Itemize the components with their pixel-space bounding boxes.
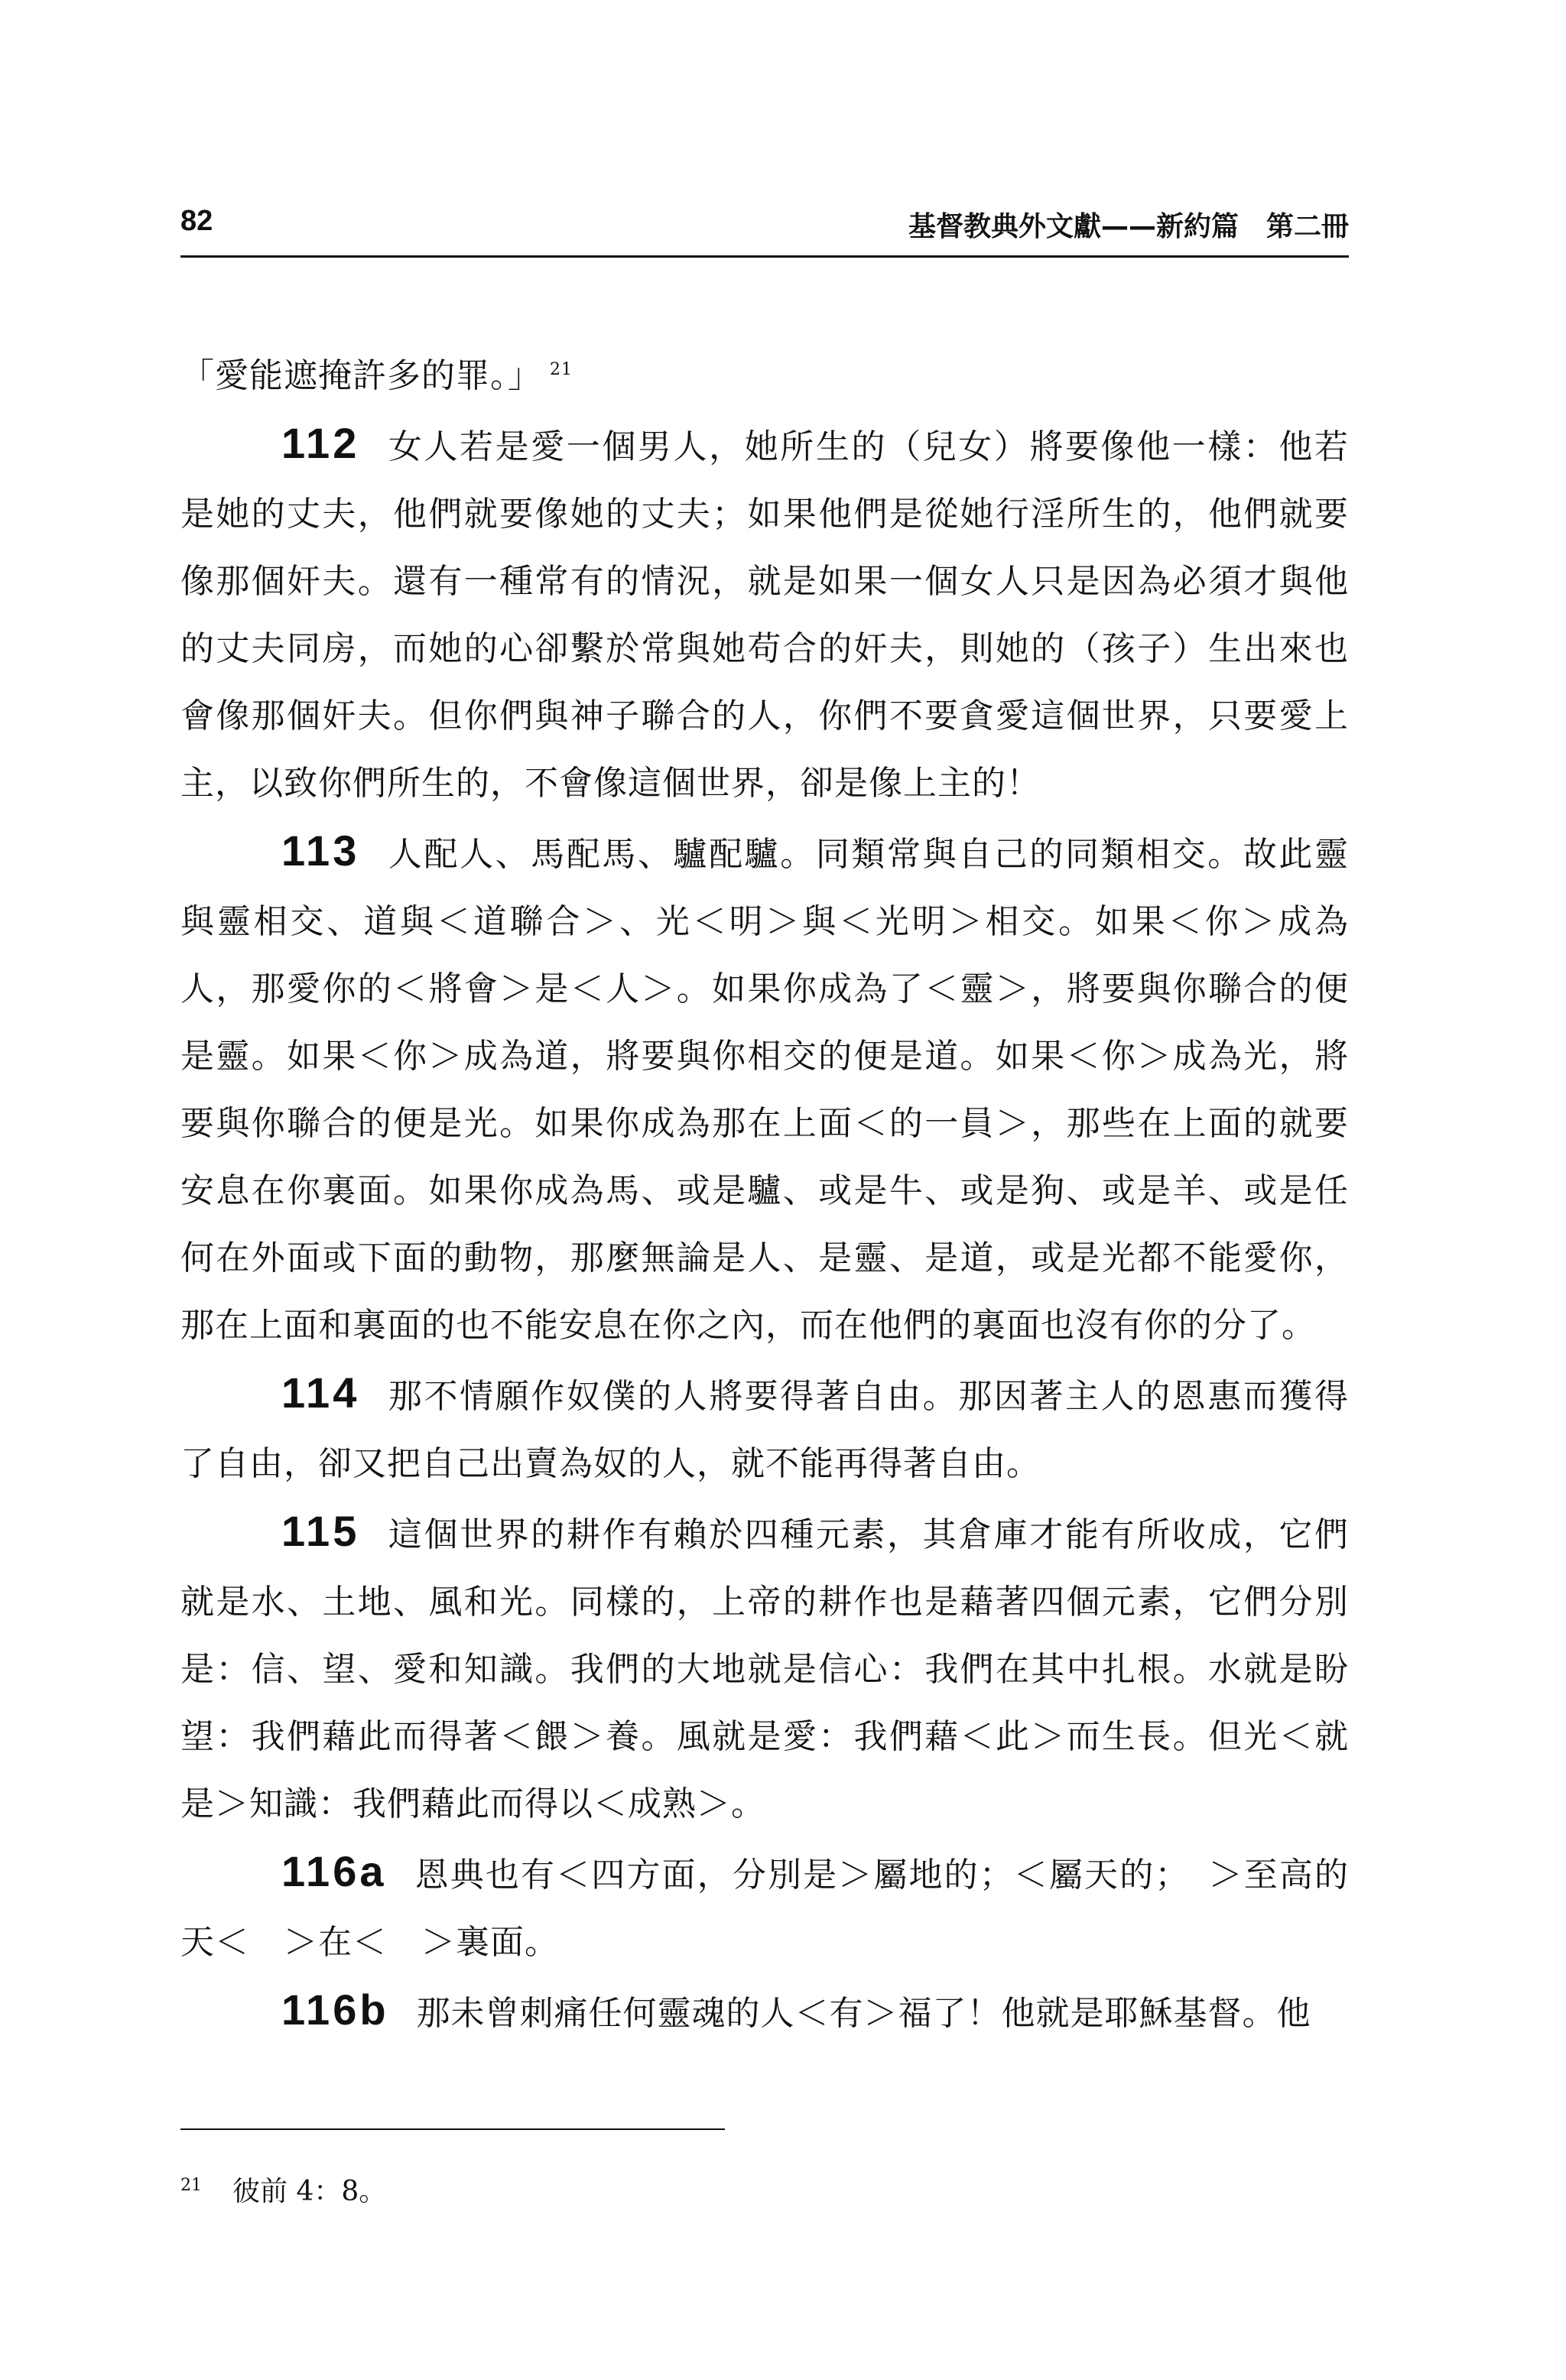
paragraph-114 bbox=[180, 1359, 1349, 1498]
paragraph-text: 恩典也有＜四方面，分別是＞屬地的；＜屬天的； ＞至高的天＜ ＞在＜ ＞裏面。 bbox=[180, 1856, 1349, 1962]
paragraph-text: 人配人、馬配馬、驢配驢。同類常與自己的同類相交。故此靈與靈相交、道與＜道聯合＞、光＜明＞與＜光明＞相交。如果＜你＞成為人，那愛你的＜將會＞是＜人＞。如果你成為了＜靈＞，將要與你聯合的便是靈。如果＜你＞成為道，將要與你相交的便是道。如果＜你＞成為光，將要與你聯合的便是光。如果你成為那在上面＜的一員＞，那些在上面的就要安息在你裏面。如果你成為馬、或是驢、或是牛、或是狗、或是羊、或是任何在外面或下面的動物，那麼無論是人、是靈、是道，或是光都不能愛你，那在上面和裏面的也不能安息在你之內，而在他們的裏面也沒有你的分了。 bbox=[180, 835, 1349, 1345]
verse-number: 116b bbox=[281, 1985, 389, 2034]
verse-number: 112 bbox=[281, 419, 360, 467]
verse-number: 115 bbox=[281, 1507, 360, 1555]
paragraph-113 bbox=[180, 817, 1349, 1359]
footnote-ref: 21 bbox=[550, 360, 573, 380]
header-rule bbox=[180, 255, 1349, 258]
verse-number: 113 bbox=[281, 826, 360, 875]
paragraph-112 bbox=[180, 410, 1349, 817]
paragraph-text: 那不情願作奴僕的人將要得著自由。那因著主人的恩惠而獲得了自由，卻又把自己出賣為奴的人，就不能再得著自由。 bbox=[180, 1377, 1349, 1483]
page-number: 82 bbox=[180, 205, 213, 237]
footnote-text: 彼前 4：8。 bbox=[232, 2176, 387, 2207]
paragraph-text: 這個世界的耕作有賴於四種元素，其倉庫才能有所收成，它們就是水、土地、風和光。同樣的，上帝的耕作也是藉著四個元素，它們分別是：信、望、愛和知識。我們的大地就是信心：我們在其中扎根。水就是盼望：我們藉此而得著＜餵＞養。風就是愛：我們藉＜此＞而生長。但光＜就是＞知識：我們藉此而得以＜成熟＞。 bbox=[180, 1515, 1349, 1823]
paragraph-116b bbox=[180, 1976, 1349, 2047]
footnote bbox=[180, 2170, 386, 2209]
running-header bbox=[180, 205, 1349, 258]
paragraph-text: 女人若是愛一個男人，她所生的（兒女）將要像他一樣：他若是她的丈夫，他們就要像她的丈夫；如果他們是從她行淫所生的，他們就要像那個奸夫。還有一種常有的情況，就是如果一個女人只是因為必須才與他的丈夫同房，而她的心卻繫於常與她苟合的奸夫，則她的（孩子）生出來也會像那個奸夫。但你們與神子聯合的人，你們不要貪愛這個世界，只要愛上主，以致你們所生的，不會像這個世界，卻是像上主的！ bbox=[180, 427, 1349, 803]
verse-number: 114 bbox=[281, 1369, 360, 1417]
paragraph-text: 那未曾刺痛任何靈魂的人＜有＞福了！他就是耶穌基督。他 bbox=[416, 1994, 1311, 2033]
paragraph-115 bbox=[180, 1498, 1349, 1838]
footnote-mark: 21 bbox=[180, 2176, 202, 2195]
verse-number: 116a bbox=[281, 1847, 387, 1895]
body-text bbox=[180, 343, 1349, 2047]
paragraph-text: 「愛能遮掩許多的罪。」 bbox=[180, 356, 542, 395]
paragraph-116a bbox=[180, 1838, 1349, 1976]
footnote-rule bbox=[180, 2128, 725, 2130]
quote-paragraph bbox=[180, 343, 1349, 410]
running-title: 基督教典外文獻——新約篇 第二冊 bbox=[908, 211, 1349, 242]
